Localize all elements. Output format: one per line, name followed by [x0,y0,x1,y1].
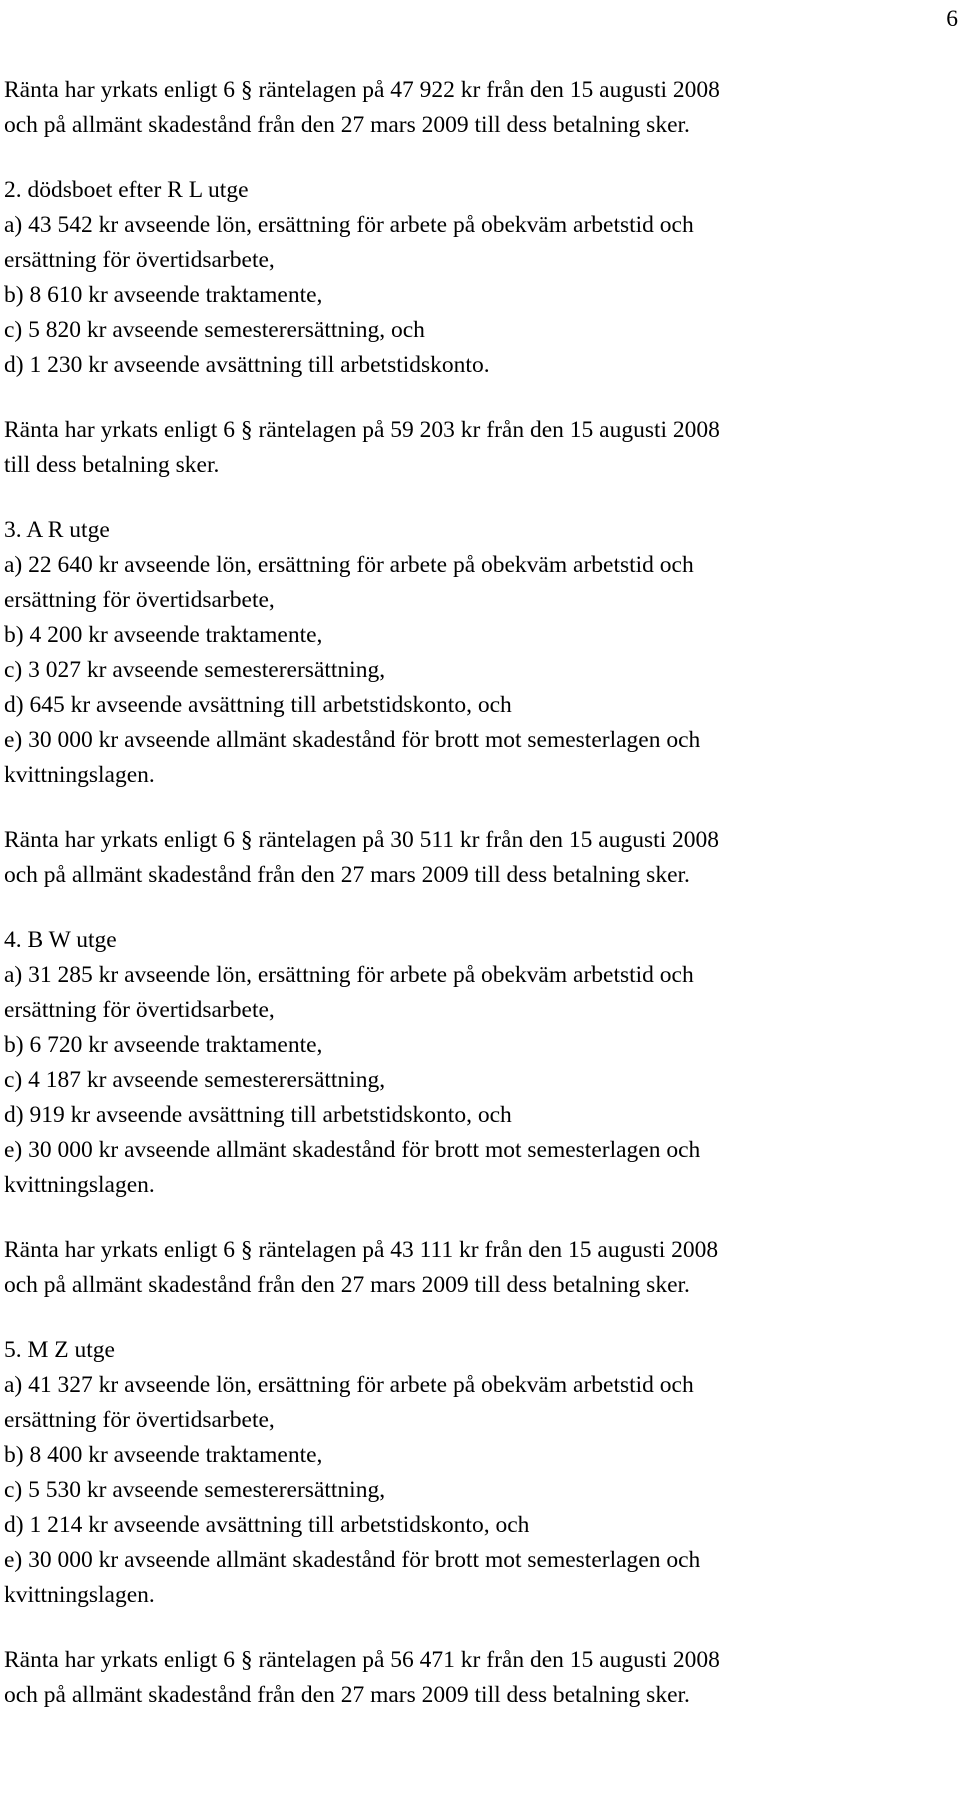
paragraph [4,413,954,483]
text-line: b) 8 610 kr avseende traktamente, [4,282,323,308]
paragraph [4,1233,954,1303]
text-line: e) 30 000 kr avseende allmänt skadestånd för brott mot semesterlagen och [4,1137,701,1163]
text-line: d) 645 kr avseende avsättning till arbetstidskonto, och [4,692,512,718]
text-line: ersättning för övertidsarbete, [4,997,275,1023]
paragraph [4,173,954,383]
text-line: ersättning för övertidsarbete, [4,587,275,613]
text-line: 4. B W utge [4,927,117,953]
paragraph-spacer [4,483,954,513]
text-line: a) 22 640 kr avseende lön, ersättning för arbete på obekväm arbetstid och [4,552,694,578]
text-line: c) 3 027 kr avseende semesterersättning, [4,657,386,683]
text-line: d) 1 214 kr avseende avsättning till arbetstidskonto, och [4,1512,530,1538]
text-line: c) 4 187 kr avseende semesterersättning, [4,1067,386,1093]
text-line: 2. dödsboet efter R L utge [4,177,249,203]
text-line: Ränta har yrkats enligt 6 § räntelagen på 56 471 kr från den 15 augusti 2008 [4,1647,720,1673]
text-line: a) 43 542 kr avseende lön, ersättning för arbete på obekväm arbetstid och [4,212,694,238]
text-line: d) 919 kr avseende avsättning till arbetstidskonto, och [4,1102,512,1128]
text-line: a) 31 285 kr avseende lön, ersättning för arbete på obekväm arbetstid och [4,962,694,988]
text-line: och på allmänt skadestånd från den 27 mars 2009 till dess betalning sker. [4,862,690,888]
text-line: e) 30 000 kr avseende allmänt skadestånd för brott mot semesterlagen och [4,1547,701,1573]
page-number: 6 [946,6,958,32]
text-line: och på allmänt skadestånd från den 27 mars 2009 till dess betalning sker. [4,1682,690,1708]
paragraph [4,1333,954,1613]
paragraph [4,823,954,893]
text-line: Ränta har yrkats enligt 6 § räntelagen på 43 111 kr från den 15 augusti 2008 [4,1237,719,1263]
text-line: Ränta har yrkats enligt 6 § räntelagen på 47 922 kr från den 15 augusti 2008 [4,77,720,103]
paragraph-spacer [4,1203,954,1233]
text-line: b) 6 720 kr avseende traktamente, [4,1032,323,1058]
paragraph-spacer [4,893,954,923]
paragraph [4,513,954,793]
text-line: Ränta har yrkats enligt 6 § räntelagen på 59 203 kr från den 15 augusti 2008 [4,417,720,443]
text-line: d) 1 230 kr avseende avsättning till arbetstidskonto. [4,352,490,378]
text-line: c) 5 820 kr avseende semesterersättning, och [4,317,425,343]
text-line: till dess betalning sker. [4,452,220,478]
text-line: och på allmänt skadestånd från den 27 mars 2009 till dess betalning sker. [4,1272,690,1298]
text-line: a) 41 327 kr avseende lön, ersättning för arbete på obekväm arbetstid och [4,1372,694,1398]
text-line: c) 5 530 kr avseende semesterersättning, [4,1477,386,1503]
text-line: b) 4 200 kr avseende traktamente, [4,622,323,648]
text-line: kvittningslagen. [4,1172,155,1198]
paragraph-spacer [4,143,954,173]
paragraph-spacer [4,1303,954,1333]
text-line: och på allmänt skadestånd från den 27 mars 2009 till dess betalning sker. [4,112,690,138]
text-line: ersättning för övertidsarbete, [4,1407,275,1433]
text-line: b) 8 400 kr avseende traktamente, [4,1442,323,1468]
text-line: kvittningslagen. [4,1582,155,1608]
paragraph-spacer [4,793,954,823]
text-line: e) 30 000 kr avseende allmänt skadestånd för brott mot semesterlagen och [4,727,701,753]
paragraph [4,923,954,1203]
paragraph [4,1643,954,1713]
text-line: ersättning för övertidsarbete, [4,247,275,273]
text-line: 3. A R utge [4,517,110,543]
text-line: kvittningslagen. [4,762,155,788]
document-body [4,73,954,1713]
paragraph-spacer [4,383,954,413]
text-line: 5. M Z utge [4,1337,115,1363]
paragraph-spacer [4,1613,954,1643]
text-line: Ränta har yrkats enligt 6 § räntelagen på 30 511 kr från den 15 augusti 2008 [4,827,720,853]
paragraph [4,73,954,143]
